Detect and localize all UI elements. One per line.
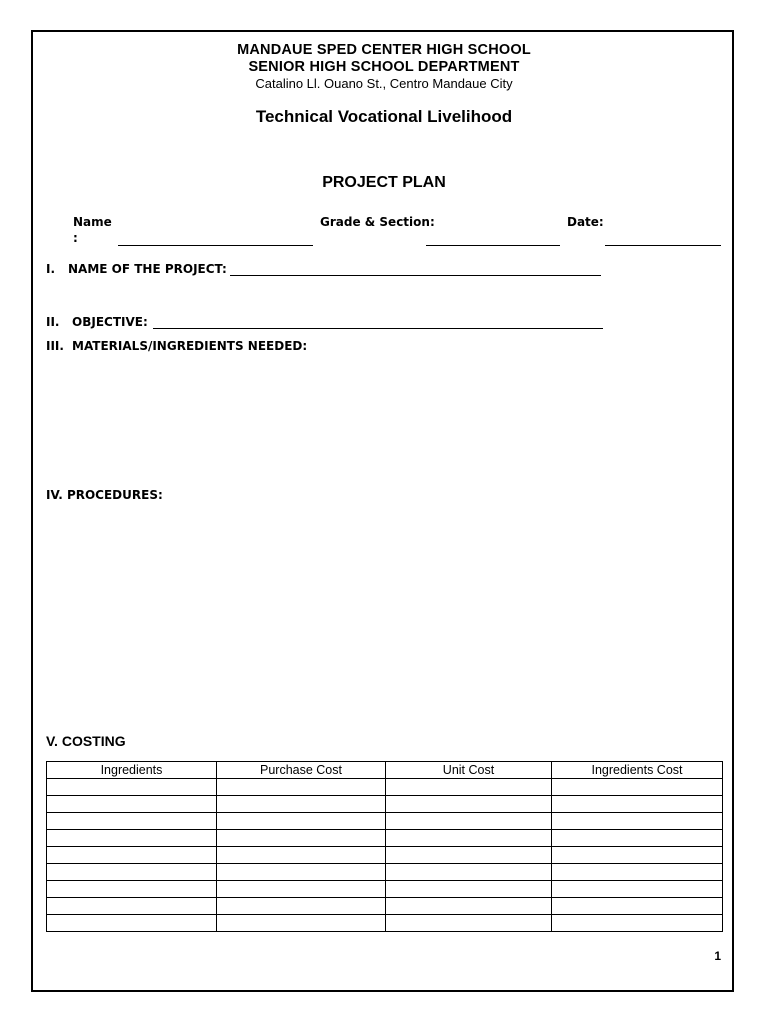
section-3-label: MATERIALS/INGREDIENTS NEEDED: [72, 339, 308, 353]
table-row [47, 898, 723, 915]
section-2-label: OBJECTIVE: [72, 315, 148, 329]
section-4-label: IV. PROCEDURES: [46, 488, 163, 502]
table-cell[interactable] [386, 847, 552, 864]
column-header-ingredients: Ingredients [47, 762, 217, 779]
section-2-number: II. [46, 315, 60, 329]
name-colon: : [73, 231, 78, 245]
date-label: Date: [567, 215, 604, 229]
table-cell[interactable] [552, 813, 723, 830]
table-cell[interactable] [552, 864, 723, 881]
table-cell[interactable] [552, 898, 723, 915]
table-cell[interactable] [47, 898, 217, 915]
table-cell[interactable] [552, 881, 723, 898]
column-header-unit-cost: Unit Cost [386, 762, 552, 779]
school-name: MANDAUE SPED CENTER HIGH SCHOOL [237, 42, 531, 58]
table-cell[interactable] [47, 779, 217, 796]
table-cell[interactable] [386, 796, 552, 813]
project-name-field[interactable] [230, 275, 601, 276]
table-cell[interactable] [217, 847, 386, 864]
table-cell[interactable] [386, 915, 552, 932]
table-row [47, 881, 723, 898]
table-cell[interactable] [47, 796, 217, 813]
table-row [47, 847, 723, 864]
subject-title: Technical Vocational Livelihood [255, 107, 513, 126]
table-header-row [47, 762, 723, 779]
table-cell[interactable] [217, 813, 386, 830]
objective-field[interactable] [153, 328, 603, 329]
section-1-number: I. [46, 262, 56, 276]
costing-table [46, 761, 723, 932]
table-row [47, 796, 723, 813]
table-cell[interactable] [386, 864, 552, 881]
grade-section-label: Grade & Section: [320, 215, 435, 229]
table-cell[interactable] [47, 915, 217, 932]
table-cell[interactable] [217, 830, 386, 847]
table-row [47, 864, 723, 881]
table-cell[interactable] [386, 881, 552, 898]
table-cell[interactable] [217, 915, 386, 932]
table-cell[interactable] [386, 898, 552, 915]
document-title: PROJECT PLAN [322, 174, 446, 191]
table-cell[interactable] [217, 779, 386, 796]
table-cell[interactable] [47, 813, 217, 830]
section-5-label: V. COSTING [46, 733, 126, 749]
table-cell[interactable] [386, 779, 552, 796]
date-field[interactable] [605, 245, 721, 246]
department-name: SENIOR HIGH SCHOOL DEPARTMENT [248, 59, 520, 75]
page-number: 1 [714, 949, 721, 963]
table-row [47, 830, 723, 847]
section-1-label: NAME OF THE PROJECT: [68, 262, 227, 276]
name-label: Name [73, 215, 112, 229]
column-header-ingredients-cost: Ingredients Cost [552, 762, 723, 779]
column-header-purchase-cost: Purchase Cost [217, 762, 386, 779]
name-field[interactable] [118, 245, 313, 246]
table-cell[interactable] [47, 847, 217, 864]
school-address: Catalino Ll. Ouano St., Centro Mandaue City [255, 76, 513, 91]
table-row [47, 779, 723, 796]
section-3-number: III. [46, 339, 64, 353]
table-cell[interactable] [552, 796, 723, 813]
table-row [47, 915, 723, 932]
table-cell[interactable] [552, 830, 723, 847]
table-cell[interactable] [552, 847, 723, 864]
table-cell[interactable] [386, 813, 552, 830]
table-cell[interactable] [552, 915, 723, 932]
table-cell[interactable] [217, 881, 386, 898]
table-cell[interactable] [217, 898, 386, 915]
table-cell[interactable] [47, 881, 217, 898]
table-row [47, 813, 723, 830]
grade-section-field[interactable] [426, 245, 560, 246]
table-cell[interactable] [47, 830, 217, 847]
table-cell[interactable] [47, 864, 217, 881]
table-cell[interactable] [217, 864, 386, 881]
table-cell[interactable] [217, 796, 386, 813]
table-cell[interactable] [386, 830, 552, 847]
table-cell[interactable] [552, 779, 723, 796]
